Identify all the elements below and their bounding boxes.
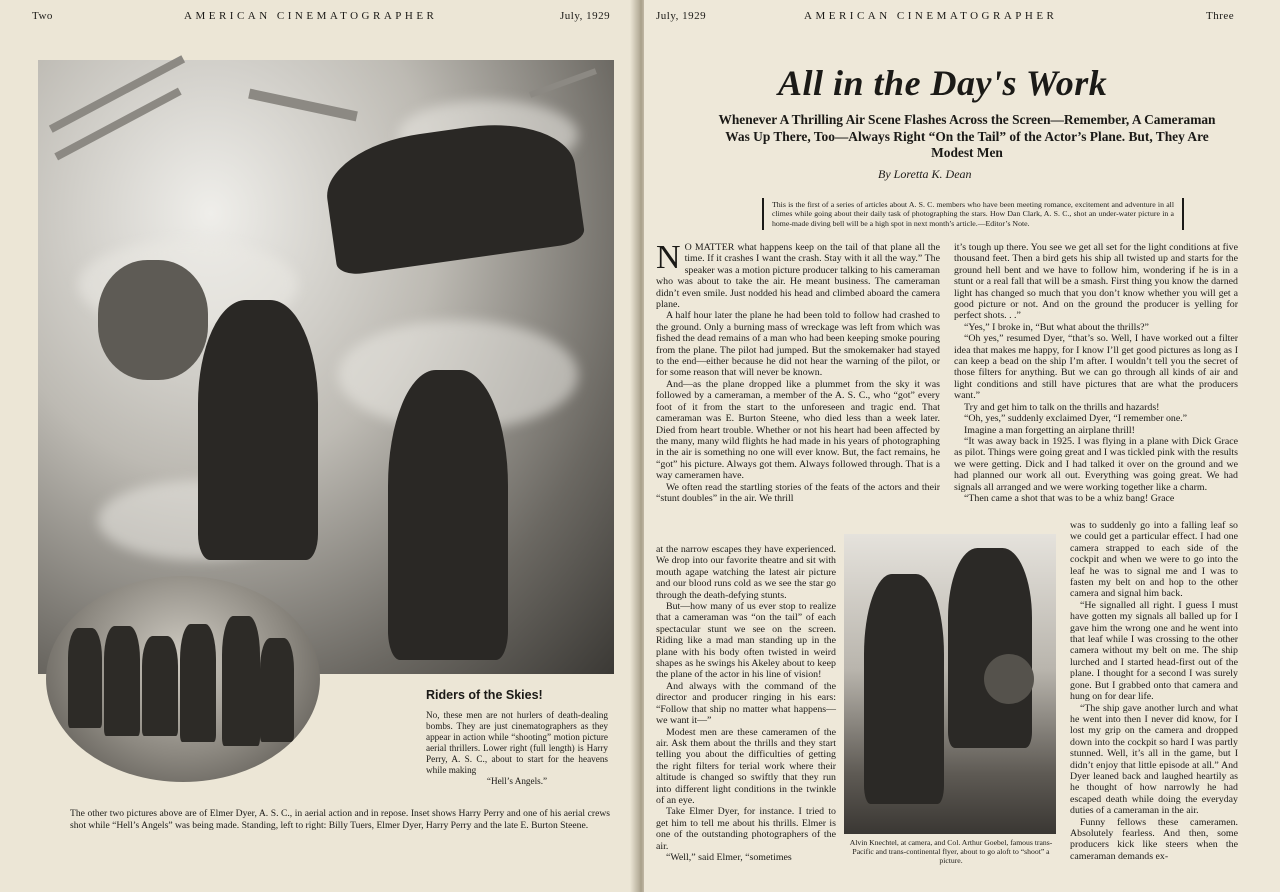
column-2-narrow (1070, 520, 1238, 862)
editors-note: This is the first of a series of articles about A. S. C. members who have been meeting romance, excitement and adventure in all climes while going about their daily task of photographing the stars. How Dan Clark, A. S. C., shot an under-water picture in a home-made diving bell will be a high spot in next month’s article.—Editor’s Note. (762, 198, 1184, 230)
knechtel-goebel-photo (844, 534, 1056, 834)
col2-para-2: “Oh yes,” resumed Dyer, “that’s so. Well, I have worked out a filter idea that makes me happy, for I know I’ll get good pictures as long as I can keep a bead on the ship I’m after. I wouldn’t tell you the secret of those filters for anything. But we can go through all kinds of air and light conditions and still have pictures that are what the producers want.” (954, 333, 1238, 402)
harry-perry-figure (388, 370, 508, 660)
col2-para-5: Imagine a man forgetting an airplane thrill! (964, 424, 1135, 436)
col2n-para-2: “The ship gave another lurch and what he went into then I never did know, for I lost my grip on the camera and dropped down into the cockpit so hard I was partly stunned. Well, it’s all in the game, but I didn’t enjoy that little episode at all.” And Dyer leaned back and laughed heartily as he thought of how narrowly he had escaped death while doing the everyday duties of a cameraman in the air. (1070, 702, 1238, 817)
page-number-right: Three (1206, 10, 1235, 22)
article-deck: Whenever A Thrilling Air Scene Flashes Across the Screen—Remember, A Cameraman Was Up There, Too—Always Right “On the Tail” of the Actor’s Plane. But, They Are Modest Men (718, 112, 1216, 160)
col1-para-0: N O MATTER what happens keep on the tail of that plane all the time. If it crashes I want the crash. Stay with it all the way.” The speaker was a motion picture producer talking to his cameraman who was about to take the air. He meant business. The cameraman didn’t even smile. Just nodded his head and climbed aboard the camera plane. (656, 239, 940, 311)
col2-para-4: “Oh, yes,” suddenly exclaimed Dyer, “I remember one.” (964, 413, 1188, 425)
cameraman-with-aerial-camera (320, 113, 586, 277)
col2n-para-3: Funny fellows these cameramen. Absolutely fearless. And then, some producers kick like steers when the cameraman demands ex- (1070, 816, 1238, 862)
col2-para-0: it’s tough up there. You see we get all set for the light conditions at five thousand feet. Then a bird gets his ship all twisted up and starts for the ground hell bent and we have to follow him, wondering if he is in a stunt or a real fall that will be a smash. First thing you know the darned light has changed so much that you don’t know whether you will get a good picture or not. And on the ground the producer is yelling for perfect shots. . .” (954, 242, 1238, 322)
page-number-left: Two (32, 10, 53, 22)
bottom-caption: The other two pictures above are of Elmer Dyer, A. S. C., in aerial action and in repose. Inset shows Harry Perry and one of his aerial crews shot while “Hell’s Angels” was being made. Standing, left to right: Billy Tuers, Elmer Dyer, Harry Perry and the late E. Burton Steene. (70, 808, 610, 831)
caption-text: No, these men are not hurlers of death-dealing bombs. They are just cinematographers as they appear in action while “shooting” motion picture aerial thrillers. Lower right (full length) is Harry Perry, A. S. C., about to start for the heavens while making (426, 710, 608, 775)
article-title-text: All in the Day's Work (778, 63, 1108, 103)
masthead-left: AMERICAN CINEMATOGRAPHER (184, 10, 438, 22)
col2-para-7: “Then came a shot that was to be a whiz bang! Grace (964, 492, 1175, 504)
col1-para-2: And—as the plane dropped like a plummet from the sky it was followed by a cameraman, a member of the A. S. C., who “got” every foot of it from the start to the unforeseen and tragic end. That cameraman was E. Burton Steene, who died less than a week later. Died from heart trouble. Whether or not his heart had been affected by the many, many wild flights he had made in his years of photographing in the air is something no one will ever know. But, the fact remains, he “got” his picture. Always got them. Always followed through. That is a way cameramen have. (656, 378, 940, 482)
byline: By Loretta K. Dean (878, 167, 972, 181)
elmer-dyer-figure (198, 300, 318, 560)
aerial-montage-photo (38, 60, 614, 674)
column-1-wide (656, 239, 940, 504)
col2n-para-1: “He signalled all right. I guess I must have gotten my signals all balled up for I gave him the wrong one and he went into that leaf while I was crossing to the other camera without my belt on me. The ship lurched and I started head-first out of the plane. I thought for a second I was surely gone. But I grabbed onto that camera and hung on for dear life. (1070, 599, 1238, 703)
date-right: July, 1929 (656, 10, 707, 22)
col1n-para-4: Take Elmer Dyer, for instance. I tried to get him to tell me about his thrills. Elmer is one of the outstanding photographers of the air. (656, 806, 836, 852)
col1n-para-1: But—how many of us ever stop to realize that a cameraman was “on the tail” of each spectacular stunt we see on the screen. Riding like a mad man standing up in the plane with his body often twisted in weird shapes as he swings his Akeley about to keep the plane of the actor in his line of vision! (656, 601, 836, 681)
monoplane-illustration (248, 89, 358, 122)
col2n-para-0: was to suddenly go into a falling leaf so we could get a particular effect. I had one camera strapped to each side of the cockpit and when we were to go into the leaf he was to signal me and I was to fasten my belt on and hop to the other camera and signal him back. (1070, 520, 1238, 600)
column-2-wide (954, 242, 1238, 504)
col1n-para-0: at the narrow escapes they have experienced. We drop into our favorite theatre and sit with mouth agape watching the latest air picture and our blood runs cold as we see the star go through the death-defying stunts. (656, 544, 836, 601)
col1-para-1: A half hour later the plane he had been told to follow had crashed to the ground. Only a burning mass of wreckage was left from which was fished the dead remains of a man who had been keeping smoke pouring from the plane. The pilot had jumped. But the smokemaker had stayed to the end—either because he did not hear the warning of the pilot, or for some reason that will never be known. (656, 310, 940, 379)
caption-text-end: “Hell’s Angels.” (486, 776, 548, 786)
skull-and-bomb-graphic (98, 260, 208, 380)
riders-of-the-skies-caption (396, 674, 614, 790)
col1n-para-3: Modest men are these cameramen of the air. Ask them about the thrills and they start telling you about the difficulties of getting the right filters for terial work where their altitude is changed so swiftly that they run into different light conditions in the twinkle of an eye. (656, 726, 836, 806)
right-page (644, 0, 1280, 892)
caption-title: Riders of the Skies! (426, 688, 543, 702)
date-left: July, 1929 (560, 10, 611, 22)
photo-caption: Alvin Knechtel, at camera, and Col. Arthur Goebel, famous trans-Pacific and trans-continental flyer, about to go aloft to “shoot” a picture. (849, 838, 1053, 865)
column-1-narrow (656, 544, 836, 863)
masthead-right: AMERICAN CINEMATOGRAPHER (804, 10, 1058, 22)
col2-para-6: “It was away back in 1925. I was flying in a plane with Dick Grace as pilot. Things were going great and I was tickled pink with the results we were getting. Dick and I had talked it over on the ground and we had planned our work all out. Everything was going great. We had signals all arranged and we were working together like a charm. (954, 435, 1238, 493)
left-page (0, 0, 636, 892)
col1n-para-2: And always with the command of the director and producer ringing in his ears: “Follow that ship no matter what happens—we want it—” (656, 680, 836, 727)
col2-para-1: “Yes,” I broke in, “But what about the thrills?” (964, 321, 1149, 333)
drop-cap: N (656, 239, 681, 276)
col1-para-3: We often read the startling stories of the feats of the actors and their “stunt doubles” in the air. We thrill (656, 481, 940, 504)
col2-para-3: Try and get him to talk on the thrills and hazards! (964, 401, 1160, 413)
inset-crew-photo (46, 576, 320, 782)
article-title (778, 62, 1107, 104)
col1n-para-5: “Well,” said Elmer, “sometimes (666, 851, 792, 863)
